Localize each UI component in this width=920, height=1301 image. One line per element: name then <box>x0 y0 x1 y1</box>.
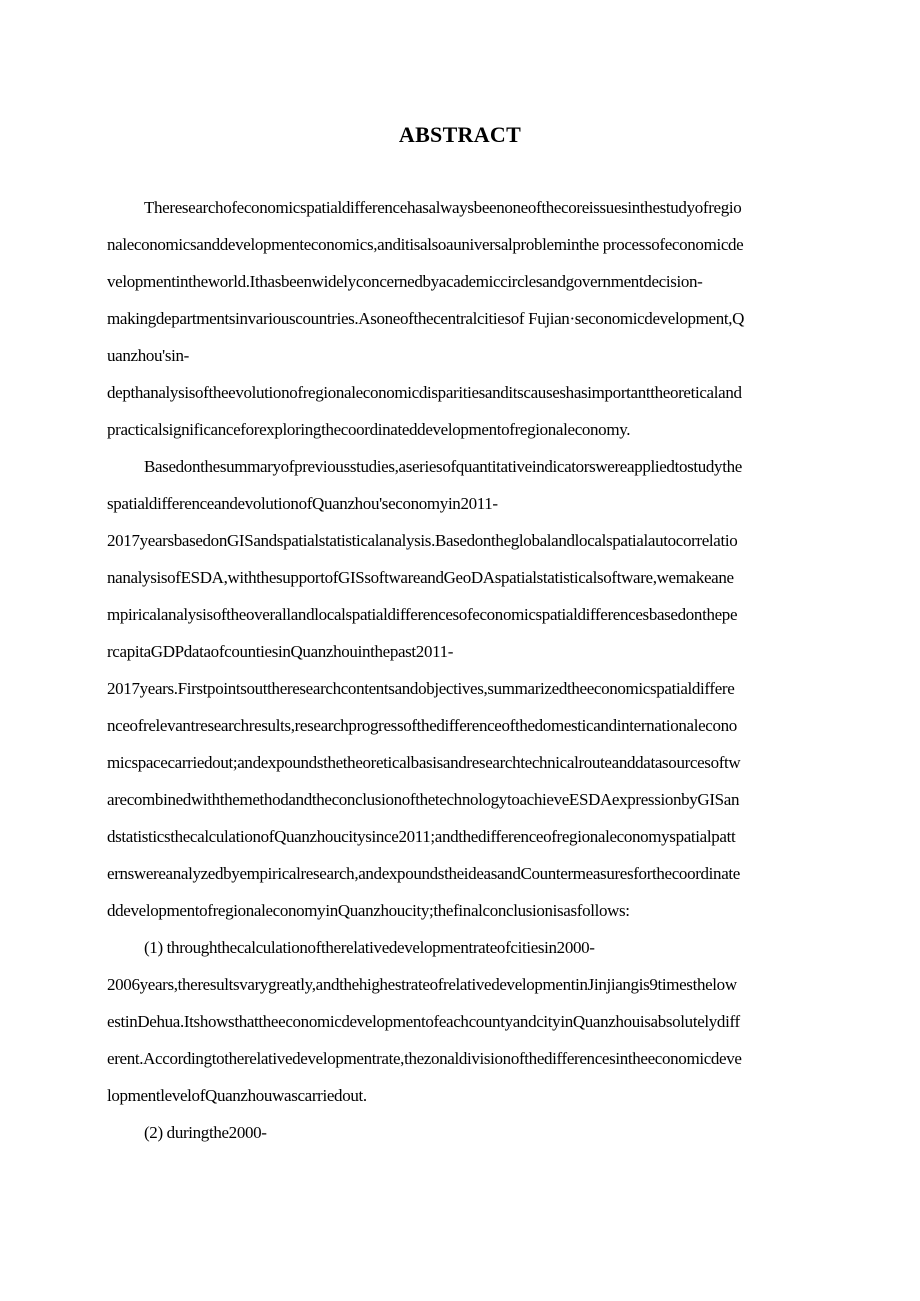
paragraph-line: ddevelopmentofregionaleconomyinQuanzhoucity;thefinalconclusionisasfollows: <box>107 901 630 920</box>
paragraph-line: makingdepartmentsinvariouscountries.Asoneofthecentralcitiesof Fujian·seconomicdevelopment,Q <box>107 309 745 328</box>
paragraph-line: Theresearchofeconomicspatialdifferencehasalwaysbeenoneofthecoreissuesinthestudyofregio <box>144 198 742 217</box>
paragraph-line: mpiricalanalysisoftheoverallandlocalspatialdifferencesofeconomicspatialdifferencesbasedonthepe <box>107 605 738 624</box>
paragraph-line: depthanalysisoftheevolutionofregionaleconomicdisparitiesanditscauseshasimportanttheoreticaland <box>107 383 742 402</box>
paragraph-line: velopmentintheworld.Ithasbeenwidelyconcernedbyacademiccirclesandgovernmentdecision- <box>107 272 703 291</box>
paragraph-line: arecombinedwiththemethodandtheconclusionofthetechnologytoachieveESDAexpressionbyGISan <box>107 790 740 809</box>
paragraph-line: practicalsignificanceforexploringthecoordinateddevelopmentofregionaleconomy. <box>107 420 631 439</box>
paragraph-line: lopmentlevelofQuanzhouwascarriedout. <box>107 1086 367 1105</box>
list-item-line: (1) throughthecalculationoftherelativedevelopmentrateofcitiesin2000- <box>144 938 595 957</box>
paragraph-line: nanalysisofESDA,withthesupportofGISsoftwareandGeoDAspatialstatisticalsoftware,wemakeane <box>107 568 734 587</box>
paragraph-line: naleconomicsanddevelopmenteconomics,anditisalsoauniversalprobleminthe processofeconomicde <box>107 235 744 254</box>
paragraph-line: rcapitaGDPdataofcountiesinQuanzhouinthepast2011- <box>107 642 454 661</box>
paragraph-line: dstatisticsthecalculationofQuanzhoucitysince2011;andthedifferenceofregionaleconomyspatialpatt <box>107 827 736 846</box>
paragraph-line: uanzhou'sin- <box>107 346 189 365</box>
paragraph-line: micspacecarriedout;andexpoundsthetheoreticalbasisandresearchtechnicalrouteanddatasourcesoftw <box>107 753 741 772</box>
paragraph-line: estinDehua.ItshowsthattheeconomicdevelopmentofeachcountyandcityinQuanzhouisabsolutelydiff <box>107 1012 740 1031</box>
paragraph-line: 2017yearsbasedonGISandspatialstatisticalanalysis.Basedontheglobalandlocalspatialautocorrelatio <box>107 531 738 550</box>
paragraph-line: ernswereanalyzedbyempiricalresearch,andexpoundstheideasandCountermeasuresforthecoordinate <box>107 864 740 883</box>
paragraph-line: spatialdifferenceandevolutionofQuanzhou'seconomyin2011- <box>107 494 498 513</box>
paragraph-line: 2006years,theresultsvarygreatly,andthehighestrateofrelativedevelopmentinJinjiangis9timesthelow <box>107 975 737 994</box>
abstract-title: ABSTRACT <box>398 122 522 147</box>
paragraph-line: nceofrelevantresearchresults,researchprogressofthedifferenceofthedomesticandinternationalecono <box>107 716 737 735</box>
list-item-line: (2) duringthe2000- <box>144 1123 267 1142</box>
paragraph-line: 2017years.Firstpointsouttheresearchcontentsandobjectives,summarizedtheeconomicspatialdiffere <box>107 679 735 698</box>
paragraph-line: erent.Accordingtotherelativedevelopmentrate,thezonaldivisionofthedifferencesintheeconomicdeve <box>107 1049 742 1068</box>
paragraph-line: Basedonthesummaryofpreviousstudies,aseriesofquantitativeindicatorswereappliedtostudythe <box>144 457 742 476</box>
